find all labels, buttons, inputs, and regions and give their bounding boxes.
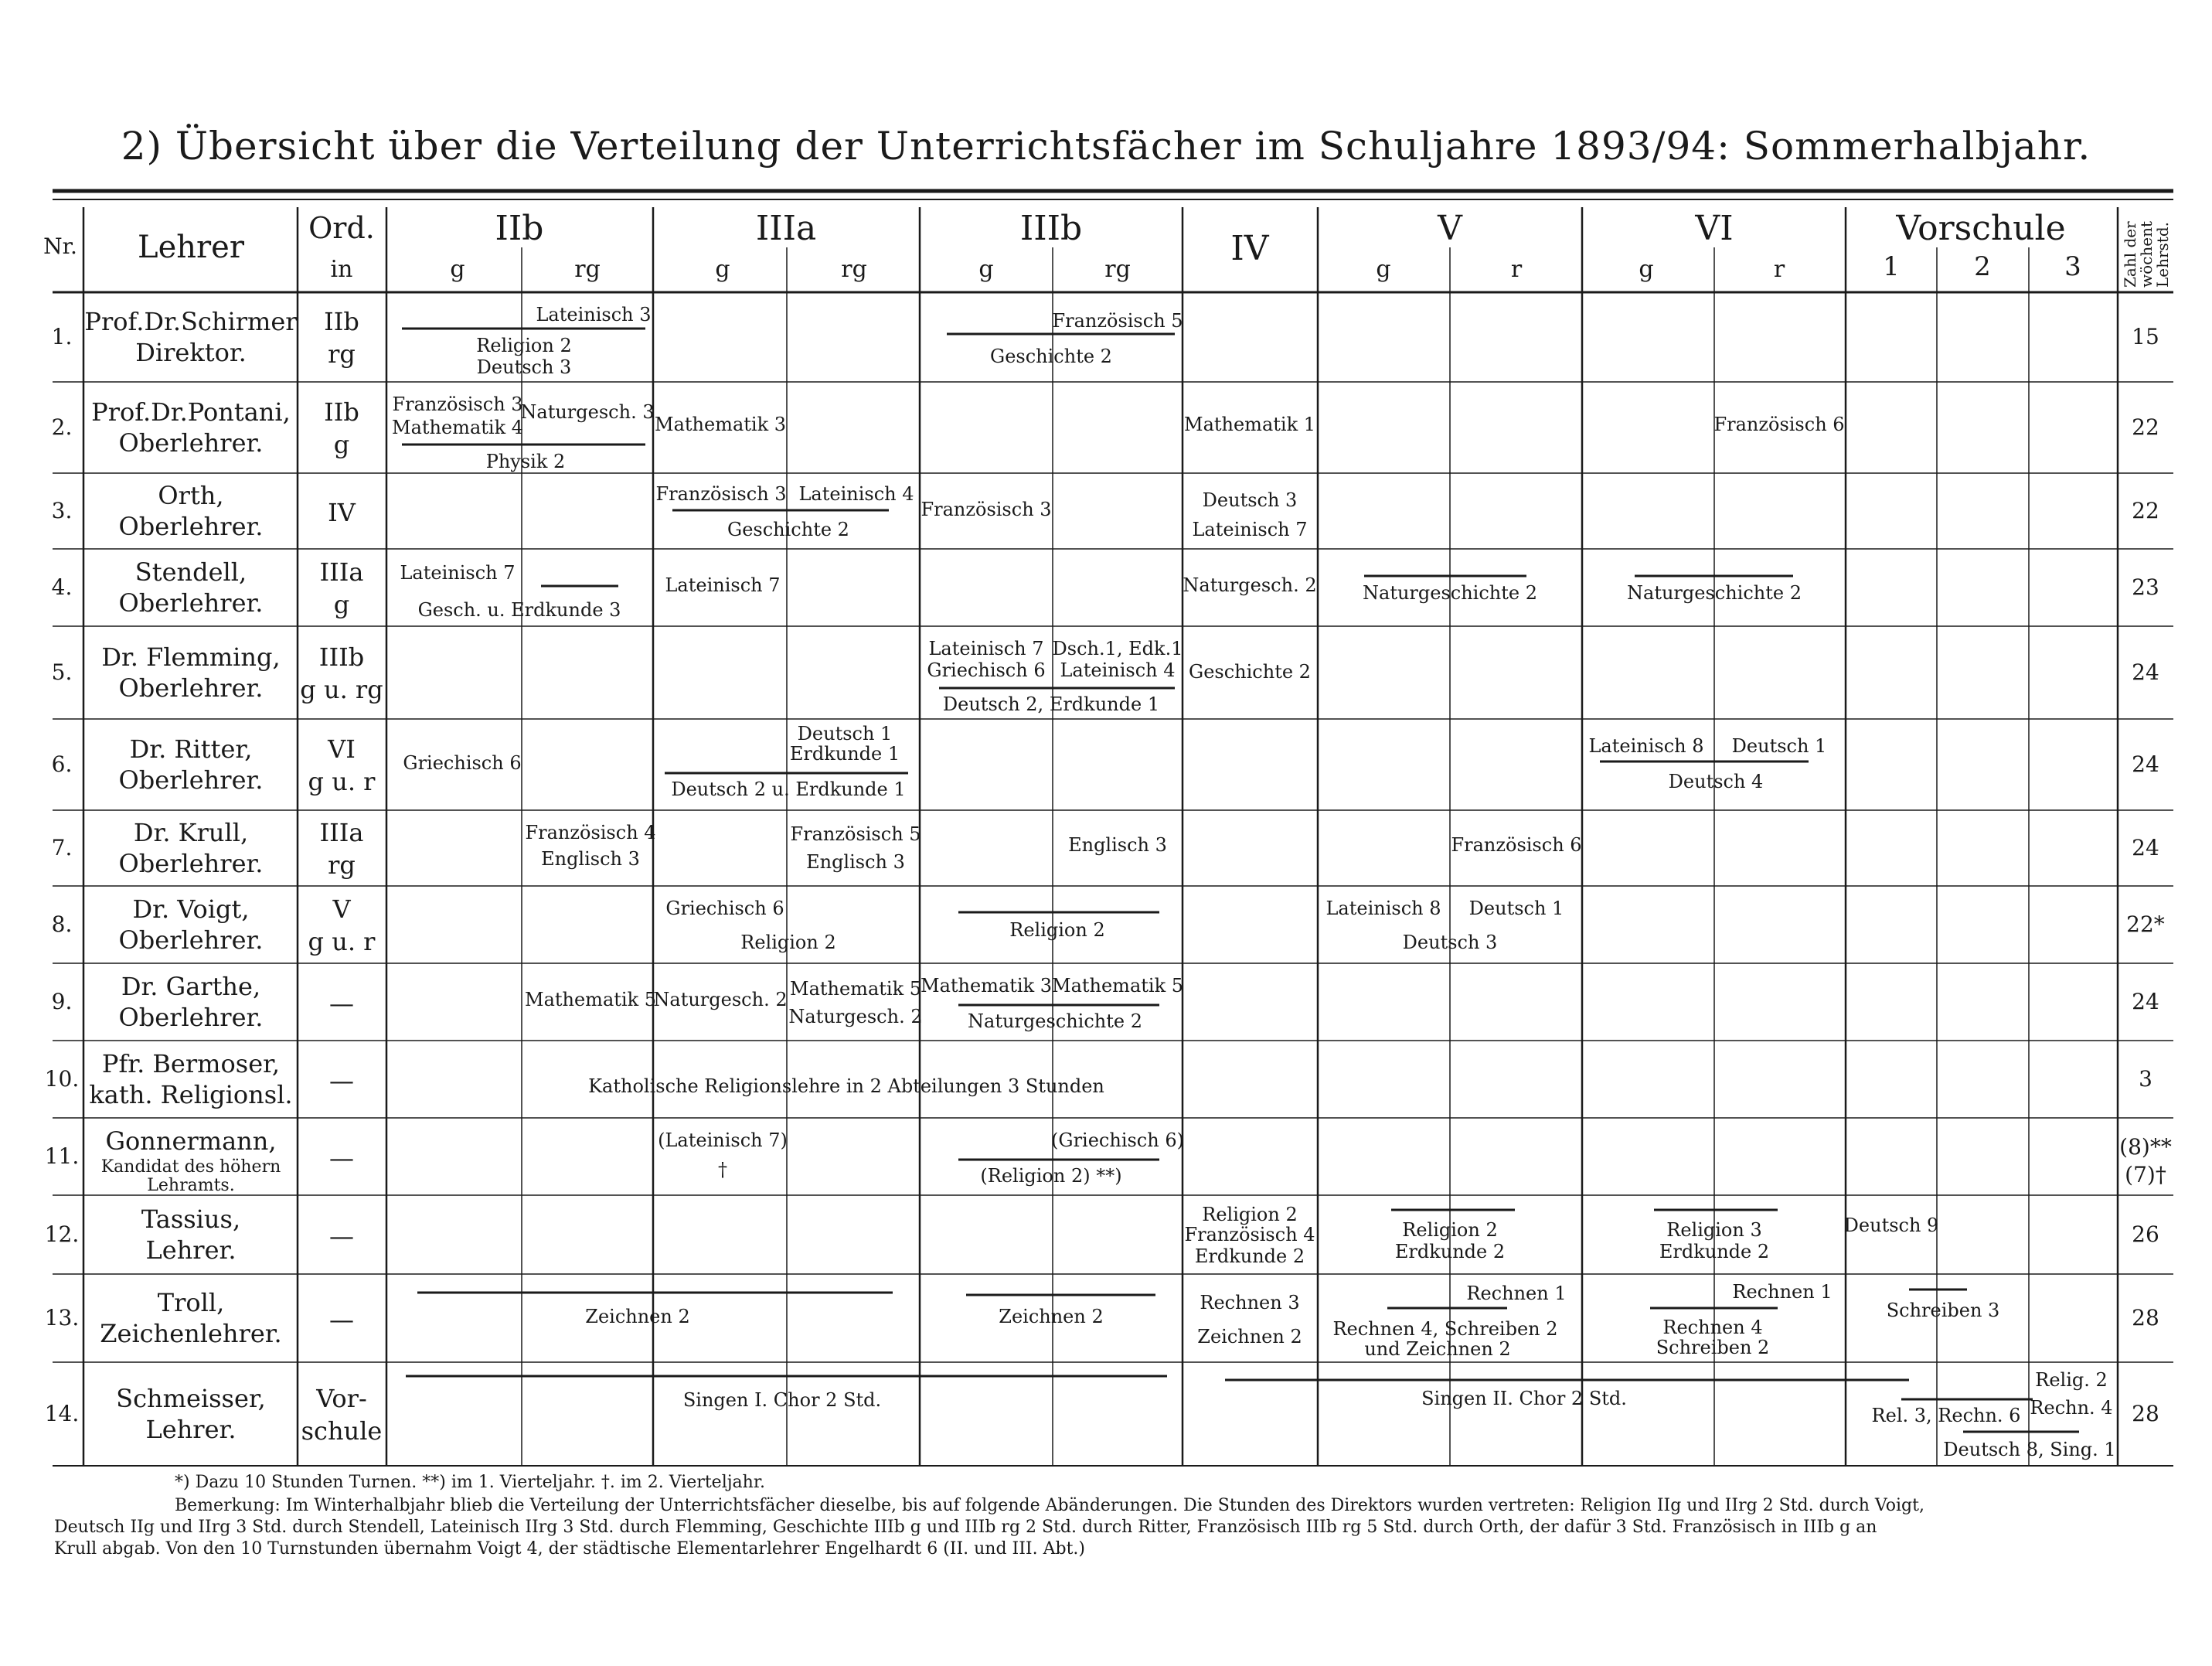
ordinarius-section: g u. r [308,767,376,796]
header-IIIb-rg: rg [1104,256,1131,283]
teacher-name: Troll, [157,1288,225,1317]
teacher-role: Oberlehrer. [118,925,264,955]
header-V: V [1438,209,1462,248]
cell-r7-engl-IIIa: Englisch 3 [806,851,905,873]
cell-r8-deutsch3: Deutsch 3 [1402,932,1498,953]
teacher-role: Oberlehrer. [118,1003,264,1032]
weekly-hours: 22* [2126,911,2165,937]
weekly-hours: 24 [2132,835,2159,860]
header-V-r: r [1510,256,1523,283]
teacher-role: Oberlehrer. [118,849,264,878]
cell-r13-rechnen1-V: Rechnen 1 [1466,1283,1567,1304]
cell-r12-religion-V: Religion 2 [1402,1219,1498,1241]
cell-r3-latein: Lateinisch 4 [798,483,914,505]
teacher-role: Lehrer. [145,1235,237,1265]
cell-r3-latein7: Lateinisch 7 [1192,519,1308,540]
page-title: 2) Übersicht über die Verteilung der Unterrichtsfächer im Schuljahre 1893/94: Sommerhalbjahr. [121,124,2091,169]
teacher-role: Zeichenlehrer. [100,1319,282,1348]
cell-r8-latein8: Lateinisch 8 [1325,898,1441,919]
row-number: 9. [51,989,73,1014]
cell-r4-naturg-VI: Naturgeschichte 2 [1627,582,1802,604]
cell-r2-naturg: Naturgesch. 3 [520,401,655,423]
weekly-hours: 15 [2132,324,2159,349]
ordinarius-class: IIb [324,307,359,336]
cell-r3-geschichte: Geschichte 2 [727,519,849,540]
header-VI: VI [1695,209,1734,248]
cell-r1-geschichte: Geschichte 2 [990,346,1112,367]
ordinarius-section: g [333,430,350,459]
teacher-name: Tassius, [141,1204,241,1234]
cell-r2-mathe1: Mathematik 1 [1183,414,1316,435]
cell-r12-deutsch9: Deutsch 9 [1843,1215,1939,1236]
weekly-hours: 28 [2132,1305,2159,1330]
cell-r14-deutsch8-sing1: Deutsch 8, Sing. 1 [1943,1439,2116,1460]
teacher-role: kath. Religionsl. [89,1080,293,1109]
header-IIIa: IIIa [755,209,817,248]
cell-r13-zeichnen-V: und Zeichnen 2 [1364,1338,1511,1360]
teacher-name: Dr. Flemming, [101,642,281,672]
cell-r13-zeichnen-II: Zeichnen 2 [585,1306,690,1327]
cell-r13-zeichnen-IV: Zeichnen 2 [1197,1326,1302,1347]
cell-r9-naturg: Naturgesch. 2 [653,989,788,1010]
cell-r6-latein8: Lateinisch 8 [1588,735,1704,757]
header-VI-g: g [1639,256,1654,283]
cell-r6-deutsch1: Deutsch 1 [797,723,893,744]
ordinarius-section: rg [328,850,356,880]
header-IIb: IIb [495,209,544,248]
weekly-hours: 3 [2139,1066,2152,1092]
header-V-g: g [1376,256,1391,283]
cell-r11-latein: (Lateinisch 7) [658,1129,788,1151]
ordinarius-class: — [329,1221,354,1251]
cell-r13-schreiben-VI: Schreiben 2 [1656,1337,1770,1358]
cell-r14-relig2: Relig. 2 [2035,1369,2108,1391]
header-v3: 3 [2064,251,2081,282]
cell-r5-dsch-edk: Dsch.1, Edk.1 [1052,638,1183,659]
header-IIIa-rg: rg [841,256,867,283]
ordinarius-class: IIIa [319,818,364,847]
cell-r3-franz: Französisch 3 [655,483,787,505]
cell-r9-mathe5-IIIb: Mathematik 5 [1051,975,1184,997]
cell-r2-franz: Französisch 3 [392,394,523,415]
weekly-hours: 22 [2132,498,2159,523]
cell-r13-schreiben3: Schreiben 3 [1886,1300,2000,1321]
header-VI-r: r [1773,256,1785,283]
weekly-hours: 24 [2132,659,2159,685]
cell-r4-naturg-V: Naturgeschichte 2 [1363,582,1537,604]
row-number: 2. [51,414,73,440]
cell-r12-religion-VI: Religion 3 [1666,1219,1762,1241]
cell-r4-naturg: Naturgesch. 2 [1183,574,1317,596]
cell-r1-deutsch: Deutsch 3 [476,356,572,378]
ordinarius-class: — [329,1066,354,1095]
teacher-name: Dr. Garthe, [121,972,261,1001]
teacher-name: Gonnermann, [105,1126,277,1156]
cell-r9-mathe5: Mathematik 5 [524,989,657,1010]
footnote-bemerkung-2: Deutsch IIg und IIrg 3 Std. durch Stendell, Lateinisch IIrg 3 Std. durch Flemming, Geschichte IIIb g und IIIb rg 2 Std. durch Ritter, Französisch IIIb rg 5 Std. durch Orth, der dafür 3 Std. Französisch in IIIb g an [54,1518,1877,1537]
header-IIIb-g: g [978,256,994,283]
cell-r7-franz4: Französisch 4 [525,822,656,843]
header-nr: Nr. [43,233,77,259]
header-v1: 1 [1883,251,1900,282]
ordinarius-class: Vor- [316,1384,367,1413]
weekly-hours: 28 [2132,1401,2159,1426]
header-zahl: Zahl der wöchent Lehrstd. [2121,221,2172,288]
teacher-name: Orth, [158,481,224,510]
teacher-name: Stendell, [134,557,247,587]
cell-r4-latein7: Lateinisch 7 [665,574,781,596]
row-number: 3. [51,498,73,523]
cell-r2-physik: Physik 2 [485,451,566,472]
ordinarius-section: g u. rg [300,675,383,704]
cell-r10-kath: Katholische Religionslehre in 2 Abteilungen 3 Stunden [588,1075,1104,1097]
cell-r9-mathe3: Mathematik 3 [920,975,1053,997]
ordinarius-class: V [332,894,351,924]
cell-r6-deutsch4: Deutsch 4 [1668,771,1764,792]
teacher-role: Oberlehrer. [118,765,264,795]
cell-r2-mathe3: Mathematik 3 [654,414,787,435]
weekly-hours: 26 [2132,1221,2159,1247]
cell-r14-singen1: Singen I. Chor 2 Std. [682,1389,882,1411]
cell-r6-deutsch-r: Deutsch 1 [1731,735,1827,757]
row-number: 5. [51,659,73,685]
header-IIIb: IIIb [1019,209,1083,248]
cell-r8-deutsch1: Deutsch 1 [1468,898,1564,919]
teacher-name: Schmeisser, [116,1384,266,1413]
cell-r11-griech: (Griechisch 6) [1051,1129,1184,1151]
teacher-role: Kandidat des höhern Lehramts. [100,1157,281,1196]
cell-r1-religion: Religion 2 [476,335,572,356]
teacher-name: Pfr. Bermoser, [101,1049,281,1078]
header-IIb-rg: rg [574,256,601,283]
ordinarius-class: — [329,1305,354,1334]
weekly-hours: 24 [2132,989,2159,1014]
row-number: 12. [44,1221,80,1247]
cell-r5-griech: Griechisch 6 [927,659,1046,681]
cell-r7-engl-IIIb: Englisch 3 [1068,834,1167,856]
cell-r7-franz5: Französisch 5 [790,823,921,845]
cell-r7-franz6: Französisch 6 [1451,834,1582,856]
cell-r7-engl: Englisch 3 [541,848,640,870]
cell-r14-singen2: Singen II. Chor 2 Std. [1421,1388,1627,1409]
ordinarius-section: g [333,590,350,619]
ordinarius-class: — [329,989,354,1018]
cell-r11-religion: (Religion 2) **) [980,1165,1122,1187]
teacher-name: Dr. Krull, [133,818,249,847]
teacher-name: Prof.Dr.Schirmer [84,307,298,336]
row-number: 13. [44,1305,80,1330]
cell-r9-naturg-IIIa: Naturgesch. 2 [788,1006,923,1027]
cell-r8-religion-IIIb: Religion 2 [1009,919,1105,941]
cell-r11-dagger: † [718,1159,727,1181]
cell-r5-latein: Lateinisch 7 [928,638,1044,659]
ordinarius-class: IIIb [318,642,365,672]
cell-r12-erdk-V: Erdkunde 2 [1394,1241,1506,1262]
ordinarius-class: VI [328,734,356,764]
cell-r13-rechnen3: Rechnen 3 [1200,1292,1300,1313]
cell-r13-zeichnen-III: Zeichnen 2 [999,1306,1104,1327]
cell-r12-religion: Religion 2 [1202,1204,1298,1225]
cell-r13-rechnen1-VI: Rechnen 1 [1732,1281,1833,1303]
cell-r4-gesch-erdk: Gesch. u. Erdkunde 3 [417,599,621,621]
header-vorschule: Vorschule [1896,209,2066,248]
teacher-role: Oberlehrer. [118,673,264,703]
weekly-hours: (8)** (7)† [2119,1134,2172,1188]
weekly-hours: 23 [2132,574,2159,600]
teacher-name: Dr. Voigt, [132,894,250,924]
cell-r1-franz: Französisch 5 [1052,310,1183,332]
cell-r8-griech: Griechisch 6 [665,898,784,919]
cell-r13-rechnen-schreiben-V: Rechnen 4, Schreiben 2 [1332,1318,1558,1340]
ordinarius-class: IIb [324,397,359,427]
header-v2: 2 [1974,251,1991,282]
header-lehrer: Lehrer [138,230,244,265]
cell-r1-latein: Lateinisch 3 [536,304,652,325]
header-ord: Ord. [308,211,375,245]
ordinarius-section: g u. r [308,927,376,956]
cell-r5-latein4: Lateinisch 4 [1060,659,1176,681]
cell-r6-erdk1: Erdkunde 1 [789,743,900,765]
ordinarius-class: — [329,1143,354,1173]
weekly-hours: 22 [2132,414,2159,440]
row-number: 11. [44,1143,80,1169]
cell-r4-latein: Lateinisch 7 [400,562,516,584]
cell-r8-religion-IIIa: Religion 2 [740,932,836,953]
ordinarius-class: IV [328,498,356,527]
cell-r12-franz: Französisch 4 [1184,1224,1315,1245]
cell-r6-griech: Griechisch 6 [403,752,522,774]
cell-r14-rel3-rechn6: Rel. 3, Rechn. 6 [1871,1405,2021,1426]
cell-r6-deutsch-erdk: Deutsch 2 u. Erdkunde 1 [671,778,906,800]
header-IIb-g: g [450,256,465,283]
teacher-role: Direktor. [135,338,247,367]
header-IIIa-g: g [715,256,730,283]
cell-r9-mathe5-IIIa: Mathematik 5 [789,978,922,1000]
header-IV: IV [1230,229,1269,268]
cell-r14-rechn4: Rechn. 4 [2030,1397,2113,1419]
teacher-name: Dr. Ritter, [129,734,253,764]
row-number: 6. [51,751,73,777]
cell-r13-rechnen4-VI: Rechnen 4 [1662,1317,1763,1338]
ordinarius-section: schule [301,1416,383,1446]
footnote-bemerkung-1: Bemerkung: Im Winterhalbjahr blieb die Verteilung der Unterrichtsfächer dieselbe, bis auf folgende Abänderungen. Die Stunden des Direktors wurden vertreten: Religion IIg und IIrg 2 Std. durch Voigt, [175,1496,1924,1515]
ordinarius-section: rg [328,339,356,369]
cell-r9-naturg-IIIb: Naturgeschichte 2 [968,1010,1142,1032]
cell-r5-geschichte: Geschichte 2 [1189,661,1311,683]
weekly-hours: 24 [2132,751,2159,777]
teacher-name: Prof.Dr.Pontani, [91,397,291,427]
cell-r12-erdk-VI: Erdkunde 2 [1659,1241,1770,1262]
cell-r5-deutsch-erdk: Deutsch 2, Erdkunde 1 [942,693,1160,715]
footnote-bemerkung-3: Krull abgab. Von den 10 Turnstunden übernahm Voigt 4, der städtische Elementarlehrer Engelhardt 6 (II. und III. Abt.) [54,1539,1085,1559]
row-number: 8. [51,911,73,937]
teacher-role: Oberlehrer. [118,428,264,458]
cell-r3-franz3: Französisch 3 [921,499,1052,520]
row-number: 10. [44,1066,80,1092]
row-number: 1. [51,324,73,349]
footnote-symbols: *) Dazu 10 Stunden Turnen. **) im 1. Vierteljahr. †. im 2. Vierteljahr. [175,1473,765,1492]
row-number: 7. [51,835,73,860]
row-number: 4. [51,574,73,600]
header-ord-in: in [330,256,353,283]
teacher-role: Oberlehrer. [118,512,264,541]
ordinarius-class: IIIa [319,557,364,587]
cell-r2-franz6: Französisch 6 [1713,414,1845,435]
teacher-role: Oberlehrer. [118,588,264,618]
cell-r12-erdk: Erdkunde 2 [1194,1245,1305,1267]
row-number: 14. [44,1401,80,1426]
cell-r2-mathe: Mathematik 4 [391,417,524,438]
cell-r3-deutsch: Deutsch 3 [1202,489,1298,511]
teacher-role: Lehrer. [145,1415,237,1444]
